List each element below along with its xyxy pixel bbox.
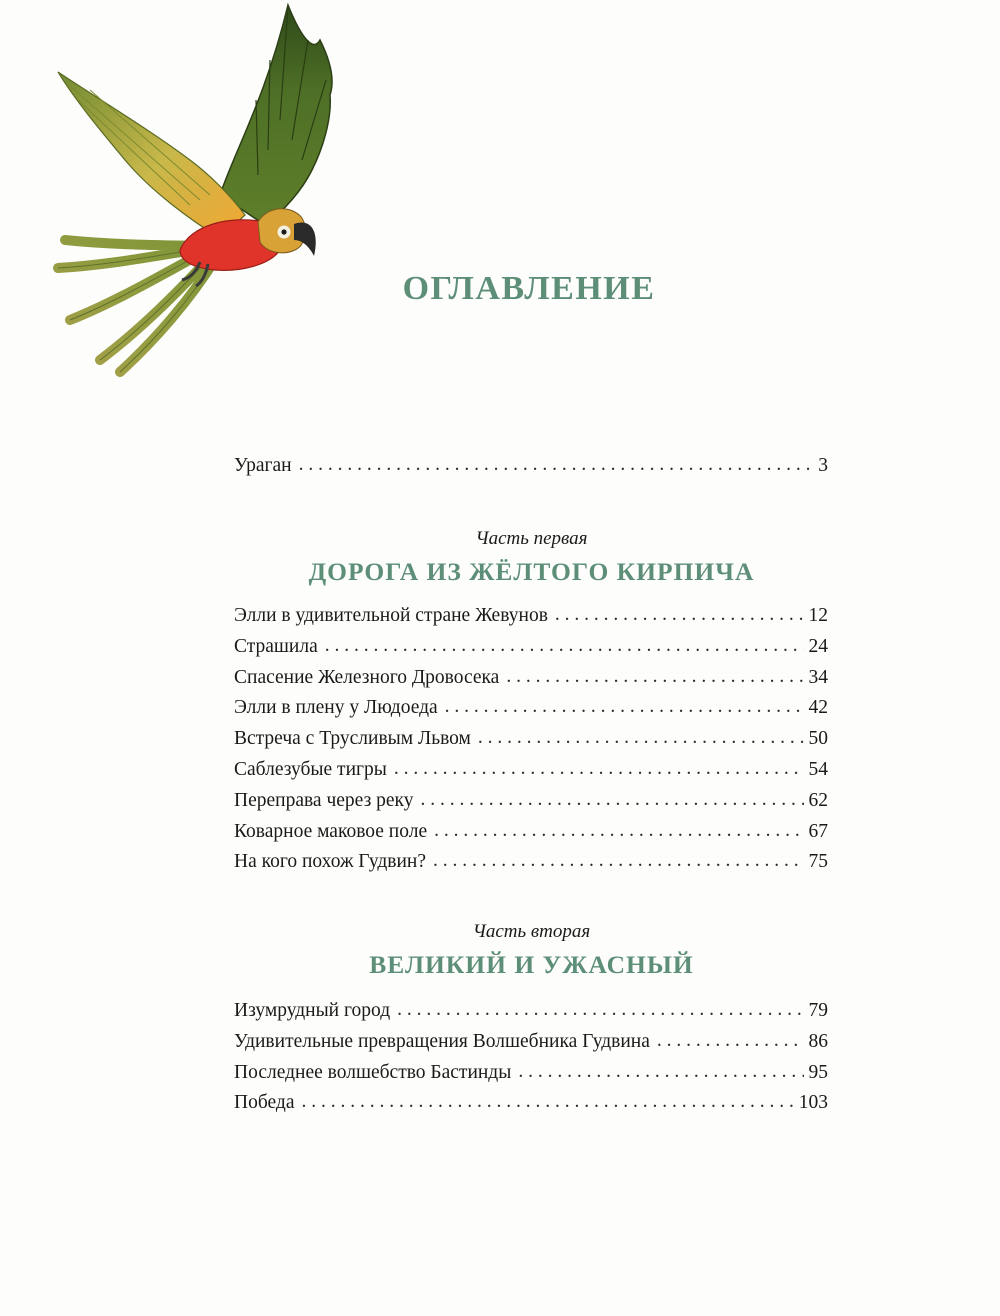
toc-entry-title: Переправа через реку [234, 789, 414, 811]
toc-entry-page: 79 [808, 1000, 828, 1021]
toc-entry-title: Встреча с Трусливым Львом [234, 728, 471, 750]
toc-entry-title: На кого похож Гудвин? [234, 851, 427, 873]
toc-leader-dots [434, 816, 803, 847]
toc-entry[interactable] [234, 601, 828, 632]
toc-entry-page: 42 [808, 697, 828, 719]
toc-entry-title: Коварное маковое поле [234, 820, 428, 842]
toc-leader-dots [299, 450, 814, 481]
toc-leader-dots [478, 723, 804, 754]
parrot-illustration [30, 0, 350, 385]
toc-entry[interactable] [234, 451, 828, 482]
toc-entry[interactable] [234, 847, 828, 878]
toc-leader-dots [555, 600, 804, 631]
toc-entry[interactable] [234, 663, 828, 694]
part-two-title: ВЕЛИКИЙ И УЖАСНЫЙ [369, 950, 694, 979]
toc-leader-dots [301, 1087, 793, 1118]
toc-entry-title: Удивительные превращения Волшебника Гудвина [234, 1030, 650, 1052]
toc-entry-title: Изумрудный город [234, 1000, 391, 1021]
toc-entry-title: Элли в удивительной стране Жевунов [234, 605, 548, 626]
toc-part-two [234, 996, 828, 1119]
toc-leader-dots [397, 995, 803, 1026]
toc-entry-title: Страшила [234, 635, 318, 657]
toc-entry[interactable] [234, 1058, 828, 1089]
toc-entry[interactable] [234, 724, 828, 755]
toc-leader-dots [421, 785, 804, 816]
toc-entry-page: 54 [808, 758, 828, 780]
toc-leader-dots [506, 662, 803, 693]
toc-entry[interactable] [234, 1088, 828, 1119]
toc-leader-dots [657, 1026, 804, 1057]
toc-leader-dots [445, 692, 804, 723]
toc-entry[interactable] [234, 1027, 828, 1058]
toc-part-one [234, 601, 828, 878]
toc-entry-title: Саблезубые тигры [234, 758, 387, 780]
toc-entry-page: 95 [808, 1061, 828, 1083]
toc-leader-dots [394, 754, 804, 785]
toc-entry-page: 3 [818, 455, 828, 476]
toc-leader-dots [433, 846, 803, 877]
toc-entry-title: Элли в плену у Людоеда [234, 697, 438, 719]
toc-entry[interactable] [234, 996, 828, 1027]
toc-entry-page: 24 [808, 635, 828, 657]
toc-entry-page: 103 [798, 1092, 828, 1114]
part-one-subtitle: Часть первая [475, 528, 588, 549]
page-title: ОГЛАВЛЕНИЕ [402, 270, 656, 307]
toc-entry-page: 62 [808, 789, 828, 811]
toc-entry-title: Спасение Железного Дровосека [234, 666, 500, 688]
toc-entry-page: 34 [808, 666, 828, 688]
toc-entry[interactable] [234, 755, 828, 786]
toc-entry-title: Победа [234, 1092, 295, 1114]
toc-entry-title: Ураган [234, 455, 292, 476]
toc-entry[interactable] [234, 786, 828, 817]
toc-entry-page: 67 [808, 820, 828, 842]
part-one-title: ДОРОГА ИЗ ЖЁЛТОГО КИРПИЧА [308, 557, 755, 586]
toc-entry[interactable] [234, 817, 828, 848]
toc-entry-page: 50 [808, 728, 828, 750]
toc-intro [234, 451, 828, 482]
toc-entry-page: 75 [808, 851, 828, 873]
toc-leader-dots [325, 631, 804, 662]
toc-entry[interactable] [234, 693, 828, 724]
toc-leader-dots [518, 1057, 803, 1088]
part-two-subtitle: Часть вторая [472, 921, 591, 942]
toc-entry[interactable] [234, 632, 828, 663]
toc-entry-title: Последнее волшебство Бастинды [234, 1061, 512, 1083]
toc-entry-page: 86 [808, 1030, 828, 1052]
toc-entry-page: 12 [808, 605, 828, 626]
